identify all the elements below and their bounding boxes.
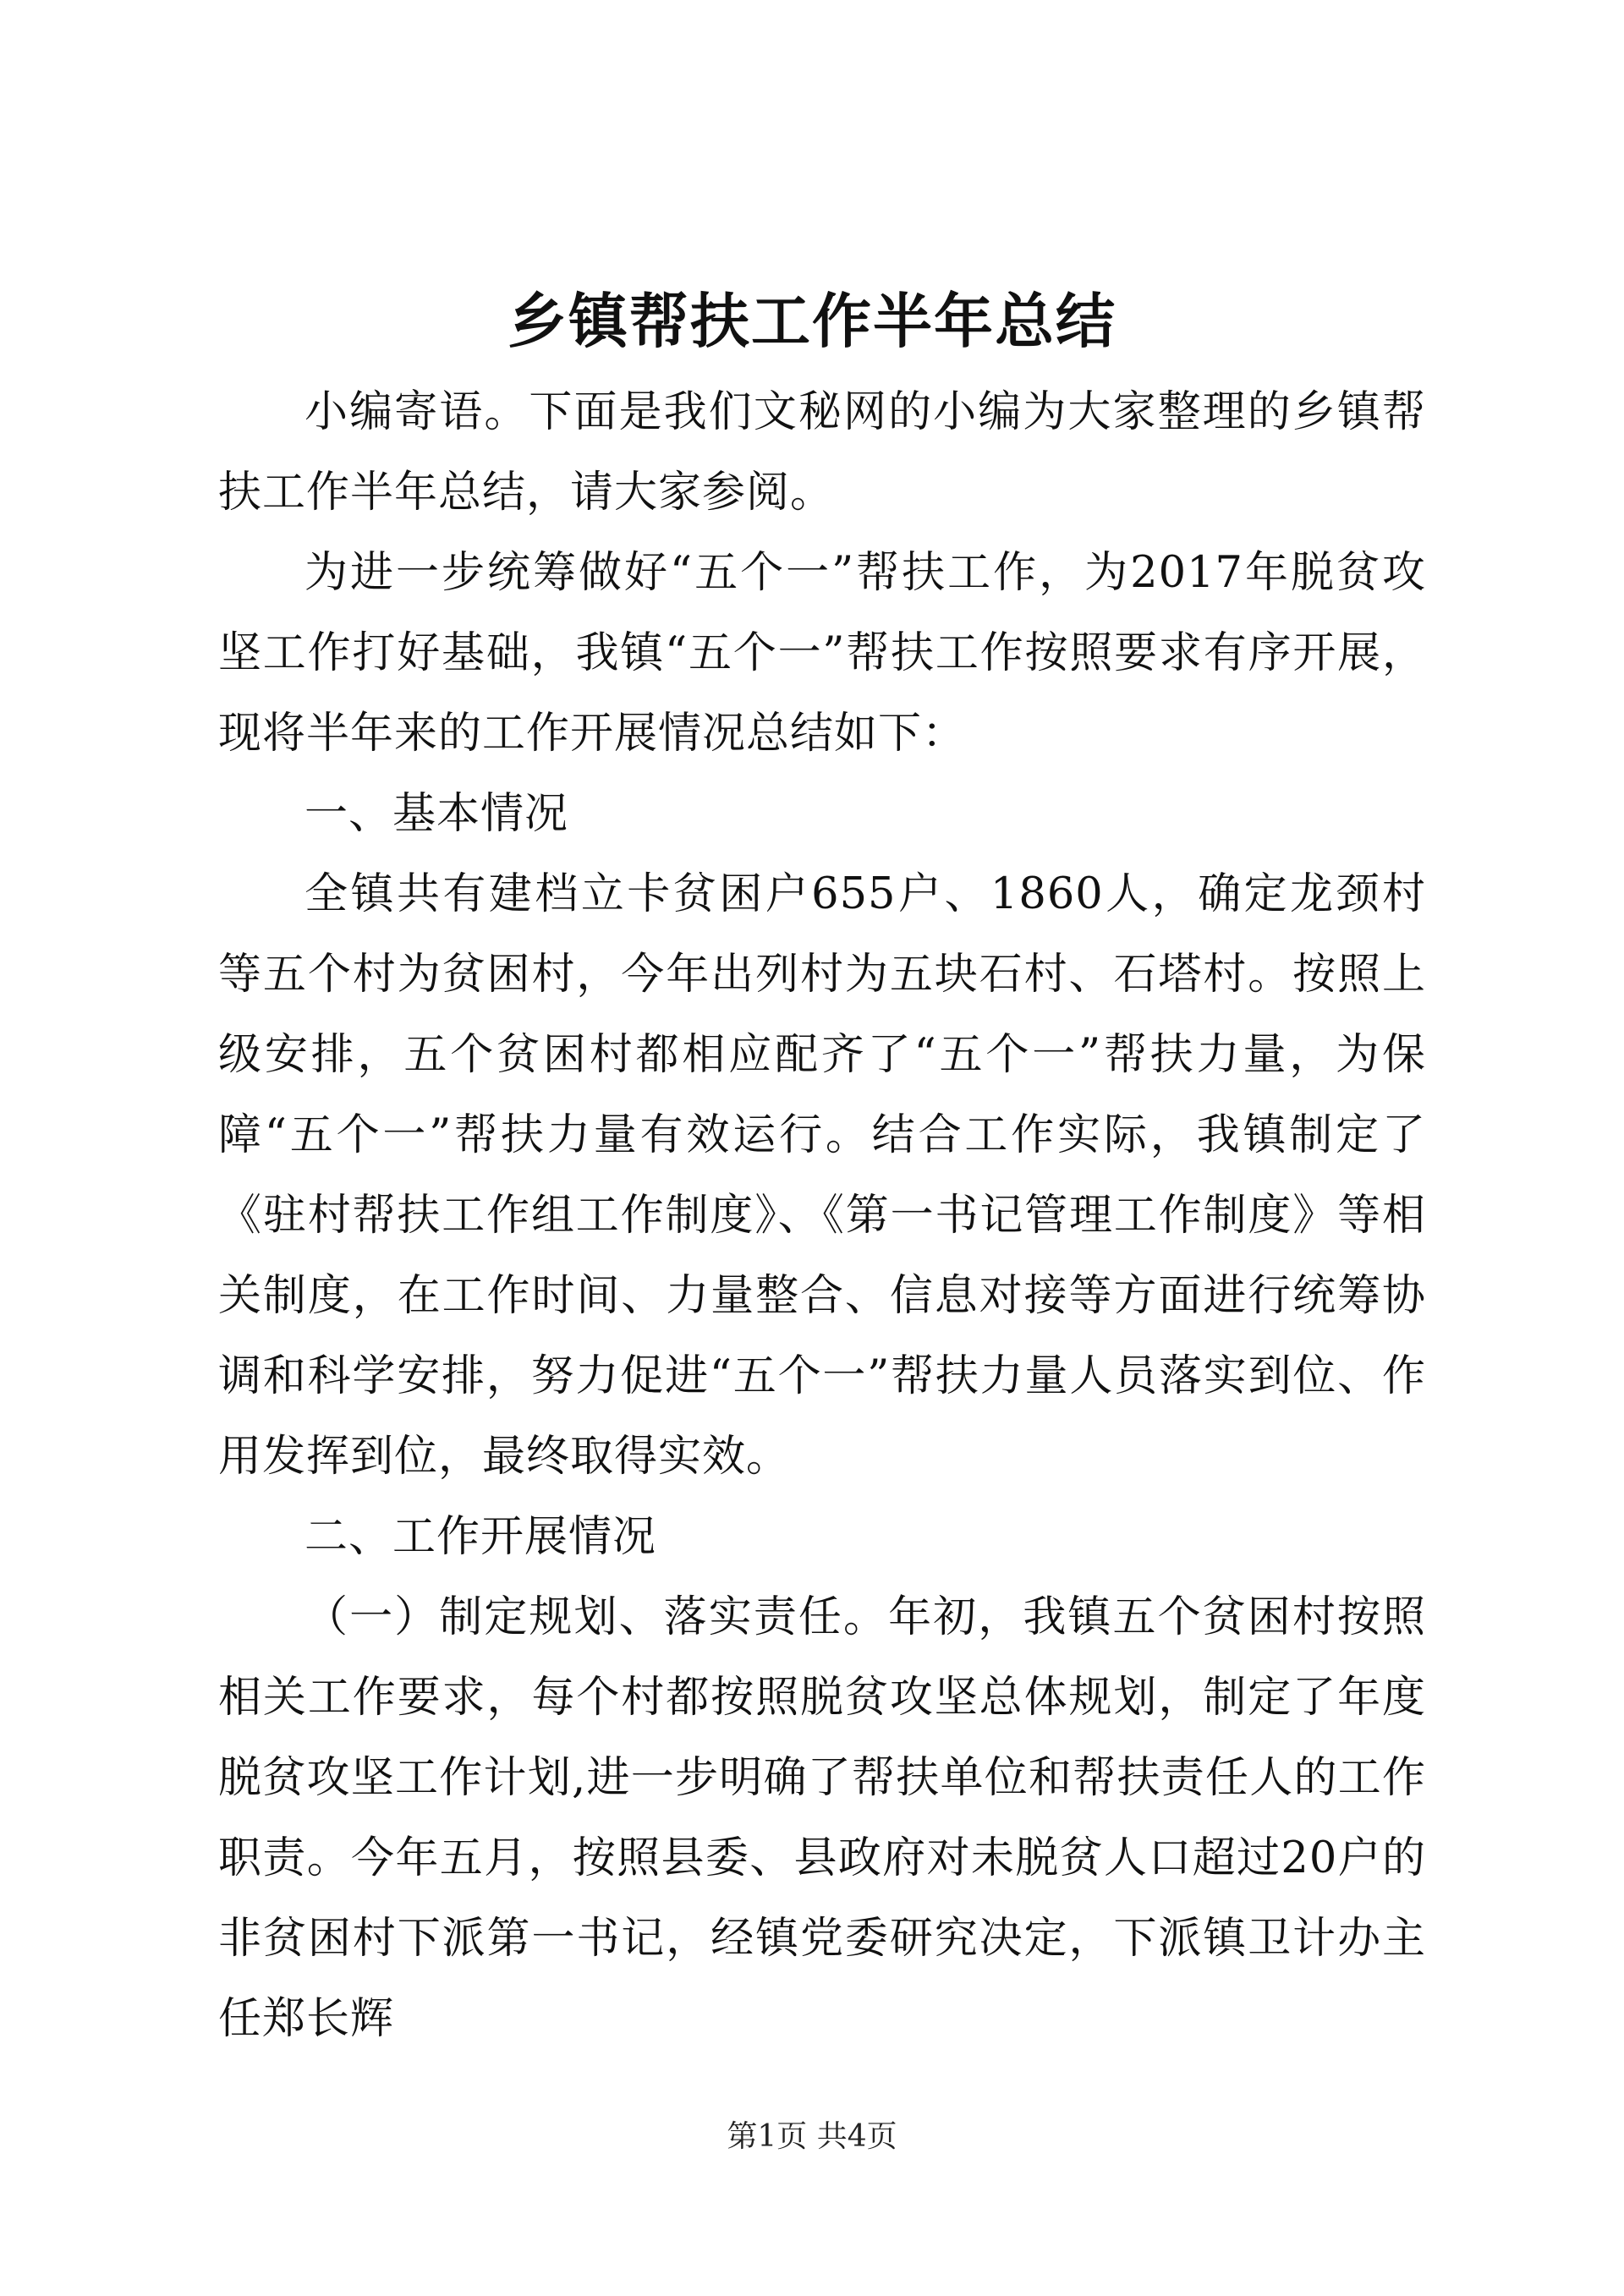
page-footer: 第1页 共4页	[727, 2119, 897, 2154]
section-heading-basic: 一、基本情况	[304, 789, 569, 839]
paragraph-basic-situation: 全镇共有建档立卡贫困户655户、1860人，确定龙颈村等五个村为贫困村，今年出列村为五块石村、石塔村。按照上级安排，五个贫困村都相应配齐了“五个一”帮扶力量，为保障“五个一”帮扶力量有效运行。结合工作实际，我镇制定了《驻村帮扶工作组工作制度》、《第一书记管理工作制度》等相关制度，在工作时间、力量整合、信息对接等方面进行统筹协调和科学安排，努力促进“五个一”帮扶力量人员落实到位、作用发挥到位，最终取得实效。	[218, 869, 1426, 1482]
document-body	[218, 372, 1426, 2059]
section-heading-work: 二、工作开展情况	[304, 1512, 657, 1562]
paragraph-overview: 为进一步统筹做好“五个一”帮扶工作，为2017年脱贫攻坚工作打好基础，我镇“五个一”帮扶工作按照要求有序开展，现将半年来的工作开展情况总结如下：	[218, 548, 1426, 759]
paragraph-intro: 小编寄语。下面是我们文秘网的小编为大家整理的乡镇帮扶工作半年总结，请大家参阅。	[218, 387, 1426, 518]
document-title: 乡镇帮扶工作半年总结	[508, 286, 1116, 356]
paragraph-planning: （一）制定规划、落实责任。年初，我镇五个贫困村按照相关工作要求，每个村都按照脱贫攻坚总体规划，制定了年度脱贫攻坚工作计划,进一步明确了帮扶单位和帮扶责任人的工作职责。今年五月，按照县委、县政府对未脱贫人口超过20户的非贫困村下派第一书记，经镇党委研究决定，下派镇卫计办主任郑长辉	[218, 1592, 1426, 2044]
